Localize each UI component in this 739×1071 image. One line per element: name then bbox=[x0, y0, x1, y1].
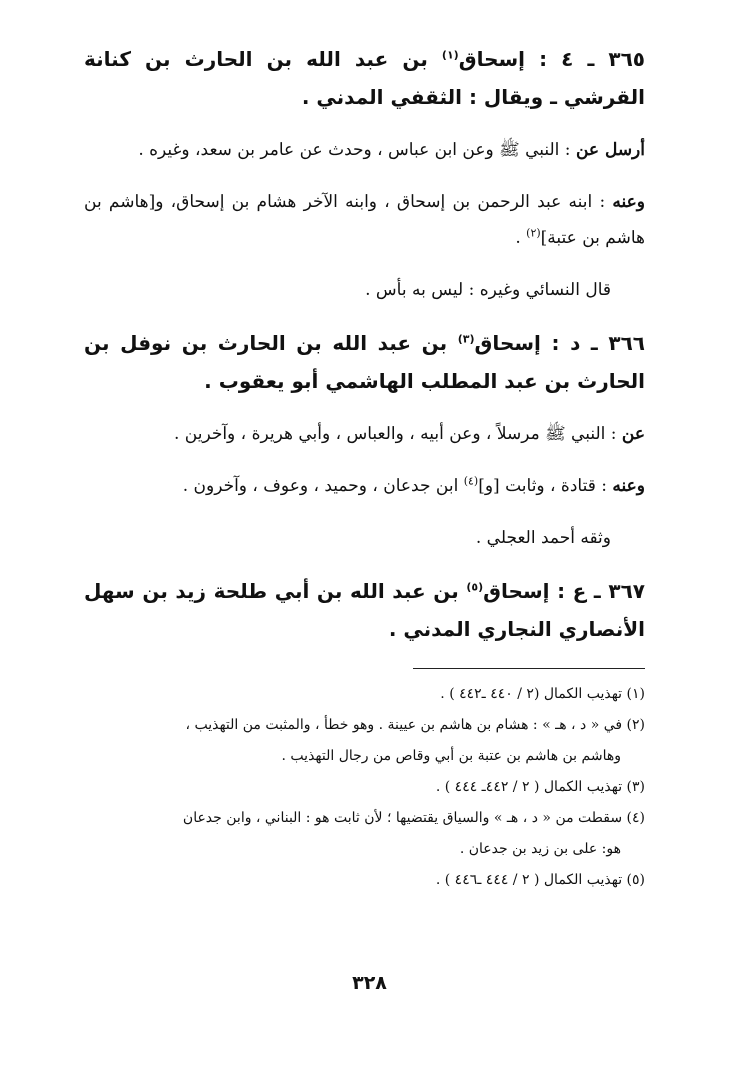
paragraph-lead: وعنه bbox=[612, 192, 645, 212]
paragraph-lead: وعنه bbox=[612, 476, 645, 496]
paragraph-text: : النبي ﷺ مرسلاً ، وعن أبيه ، والعباس ، وأبي هريرة ، وآخرين . bbox=[173, 424, 622, 444]
entry-heading-text: بن عبد الله بن الحارث بن كنانة القرشي ـ ويقال : الثقفي المدني . bbox=[84, 47, 645, 109]
footnote-ref: (٤) bbox=[463, 474, 479, 488]
entry-paragraph bbox=[84, 272, 645, 308]
entry-heading bbox=[84, 572, 645, 648]
entry-heading-text: ٣٦٥ ـ ٤ : إسحاق bbox=[458, 47, 645, 71]
paragraph-text: وثقه أحمد العجلي . bbox=[475, 528, 611, 548]
entry-heading-text: ٣٦٦ ـ د : إسحاق bbox=[474, 331, 645, 355]
paragraph-text: ابن جدعان ، وحميد ، وعوف ، وآخرون . bbox=[182, 476, 464, 496]
footnote-ref: (٣) bbox=[457, 332, 475, 346]
footnote-continuation: وهاشم بن هاشم بن عتبة بن أبي وقاص من رجال التهذيب . bbox=[281, 748, 621, 764]
footnote-ref: (٢) bbox=[526, 226, 541, 240]
entry-heading bbox=[84, 40, 645, 116]
footnote-ref: (٥) bbox=[466, 580, 484, 594]
page-body bbox=[84, 40, 645, 896]
footnotes bbox=[84, 679, 645, 896]
entry-paragraph bbox=[84, 468, 645, 504]
paragraph-lead: عن bbox=[621, 424, 645, 444]
entry-heading-text: بن عبد الله بن أبي طلحة زيد بن سهل الأنصاري النجاري المدني . bbox=[84, 579, 645, 641]
footnote-continuation: هو: على بن زيد بن جدعان . bbox=[459, 841, 621, 857]
entry-heading bbox=[84, 324, 645, 400]
footnote-divider bbox=[413, 668, 645, 669]
paragraph-text: : ابنه عبد الرحمن بن إسحاق ، وابنه الآخر هشام بن إسحاق، و[هاشم بن هاشم بن عتبة] bbox=[84, 192, 645, 248]
entry-heading-text: بن عبد الله بن الحارث بن نوفل بن الحارث بن عبد المطلب الهاشمي أبو يعقوب . bbox=[84, 331, 645, 393]
paragraph-text: قال النسائي وغيره : ليس به بأس . bbox=[365, 280, 611, 300]
entry-paragraph bbox=[84, 520, 645, 556]
paragraph-text: : النبي ﷺ وعن ابن عباس ، وحدث عن عامر بن سعد، وغيره . bbox=[138, 140, 576, 160]
footnote: (٣) تهذيب الكمال ( ٢ / ٤٤٢ـ ٤٤٤ ) . bbox=[435, 779, 645, 795]
footnote-ref: (١) bbox=[441, 48, 459, 62]
paragraph-text: . bbox=[515, 228, 527, 248]
footnote: (٤) سقطت من « د ، هـ » والسياق يقتضيها ؛ لأن ثابت هو : البناني ، وابن جدعان bbox=[182, 810, 645, 826]
page-number: ٣٢٨ bbox=[352, 972, 387, 994]
entry-paragraph bbox=[84, 184, 645, 256]
footnote: (١) تهذيب الكمال (٢ / ٤٤٠ ـ٤٤٢ ) . bbox=[440, 686, 645, 702]
paragraph-text: : قتادة ، وثابت [و] bbox=[478, 476, 613, 496]
entry-heading-text: ٣٦٧ ـ ع : إسحاق bbox=[483, 579, 645, 603]
footnote: (٥) تهذيب الكمال ( ٢ / ٤٤٤ ـ٤٤٦ ) . bbox=[435, 872, 645, 888]
paragraph-lead: أرسل عن bbox=[575, 140, 645, 160]
entry-paragraph bbox=[84, 132, 645, 168]
footnote: (٢) في « د ، هـ » : هشام بن هاشم بن عيينة . وهو خطأ ، والمثبت من التهذيب ، bbox=[185, 717, 645, 733]
entry-paragraph bbox=[84, 416, 645, 452]
